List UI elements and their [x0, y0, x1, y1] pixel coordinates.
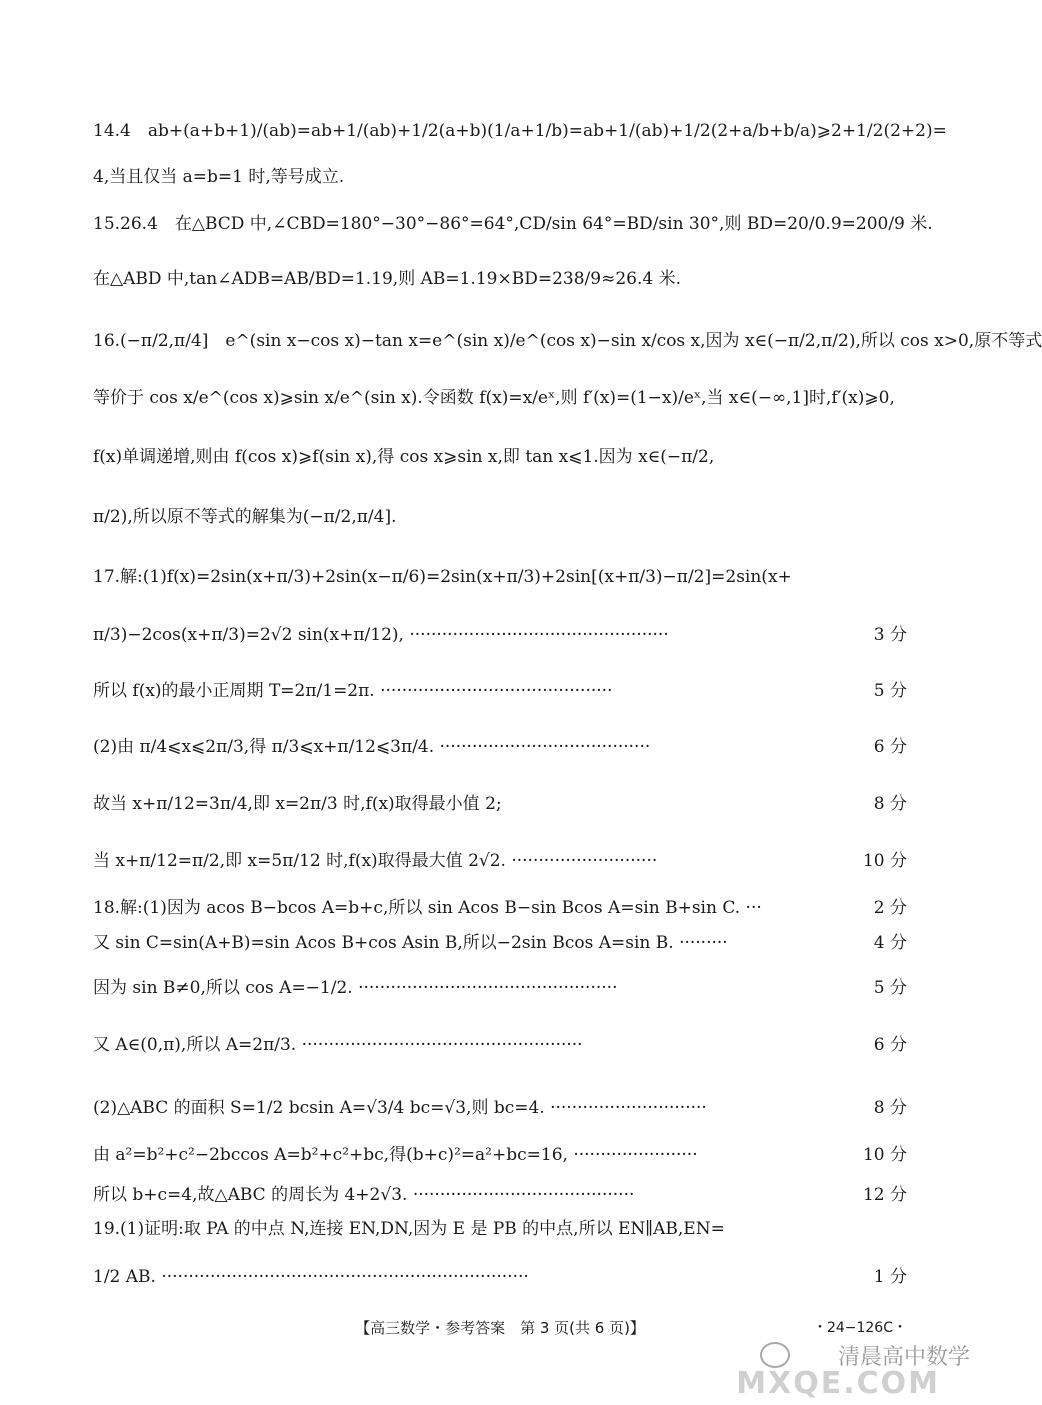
score-17-2: 5 分: [868, 680, 907, 702]
answer-14-line-2: 4,当且仅当 a=b=1 时,等号成立.: [93, 167, 345, 187]
answer-15-line-2: 在△ABD 中,tan∠ADB=AB/BD=1.19,则 AB=1.19×BD=238/9≈26.4 米.: [93, 269, 681, 289]
answer-17-line-2: π/3)−2cos(x+π/3)=2√2 sin(x+π/12), ················································: [93, 625, 669, 645]
answer-18-line-2: 又 sin C=sin(A+B)=sin Acos B+cos Asin B,所以−2sin Bcos A=sin B. ·········: [93, 933, 728, 953]
answer-16-line-4: π/2),所以原不等式的解集为(−π/2,π/4].: [93, 507, 397, 527]
wechat-icon: [760, 1342, 790, 1368]
answer-18-line-3: 因为 sin B≠0,所以 cos A=−1/2. ················································: [93, 978, 618, 998]
answer-17-line-1: 17.解:(1)f(x)=2sin(x+π/3)+2sin(x−π/6)=2sin(x+π/3)+2sin[(x+π/3)−π/2]=2sin(x+: [93, 567, 792, 587]
score-17-3: 6 分: [868, 736, 907, 758]
score-18-4: 6 分: [868, 1034, 907, 1056]
answer-15-line-1: 15.26.4 在△BCD 中,∠CBD=180°−30°−86°=64°,CD/sin 64°=BD/sin 30°,则 BD=20/0.9=200/9 米.: [93, 214, 933, 234]
answer-16-line-3: f(x)单调递增,则由 f(cos x)⩾f(sin x),得 cos x⩾sin x,即 tan x⩽1.因为 x∈(−π/2,: [93, 447, 715, 467]
answer-18-line-6: 由 a²=b²+c²−2bccos A=b²+c²+bc,得(b+c)²=a²+bc=16, ·······················: [93, 1145, 698, 1165]
page-footer-title: 【高三数学・参考答案 第 3 页(共 6 页)】: [355, 1319, 645, 1337]
score-18-3: 5 分: [868, 977, 907, 999]
answer-16-line-2: 等价于 cos x/e^(cos x)⩾sin x/e^(sin x).令函数 f(x)=x/eˣ,则 f′(x)=(1−x)/eˣ,当 x∈(−∞,1]时,f′(x)⩾0,: [93, 388, 895, 408]
score-17-1: 3 分: [868, 624, 907, 646]
score-18-2: 4 分: [868, 932, 907, 954]
answer-17-line-3: 所以 f(x)的最小正周期 T=2π/1=2π. ···········································: [93, 681, 613, 701]
score-17-4: 8 分: [868, 793, 907, 815]
page-footer-code: ・24−126C・: [812, 1320, 907, 1336]
score-18-1: 2 分: [868, 897, 907, 919]
answer-18-line-7: 所以 b+c=4,故△ABC 的周长为 4+2√3. ·········································: [93, 1185, 635, 1205]
score-19-1: 1 分: [868, 1266, 907, 1288]
answer-17-line-4: (2)由 π/4⩽x⩽2π/3,得 π/3⩽x+π/12⩽3π/4. ·······································: [93, 737, 651, 757]
answer-18-line-4: 又 A∈(0,π),所以 A=2π/3. ····················································: [93, 1035, 583, 1055]
score-18-7: 12 分: [857, 1184, 907, 1206]
answer-16-line-1: 16.(−π/2,π/4] e^(sin x−cos x)−tan x=e^(sin x)/e^(cos x)−sin x/cos x,因为 x∈(−π/2,π/2),所以 cos x>0,原不等式: [93, 331, 1042, 351]
answer-17-line-5: 故当 x+π/12=3π/4,即 x=2π/3 时,f(x)取得最小值 2;: [93, 794, 502, 814]
answer-18-line-1: 18.解:(1)因为 acos B−bcos A=b+c,所以 sin Acos B−sin Bcos A=sin B+sin C. ···: [93, 898, 762, 918]
answer-18-line-5: (2)△ABC 的面积 S=1/2 bcsin A=√3/4 bc=√3,则 bc=4. ·····························: [93, 1098, 707, 1118]
score-17-5: 10 分: [857, 850, 907, 872]
watermark-logo: MXQE.COM: [736, 1366, 940, 1401]
answer-19-line-1: 19.(1)证明:取 PA 的中点 N,连接 EN,DN,因为 E 是 PB 的中点,所以 EN∥AB,EN=: [93, 1219, 725, 1239]
score-18-6: 10 分: [857, 1144, 907, 1166]
answer-17-line-6: 当 x+π/12=π/2,即 x=5π/12 时,f(x)取得最大值 2√2. ···························: [93, 851, 658, 871]
watermark-text: 清晨高中数学: [837, 1345, 970, 1370]
answer-14-line-1: 14.4 ab+(a+b+1)/(ab)=ab+1/(ab)+1/2(a+b)(1/a+1/b)=ab+1/(ab)+1/2(2+a/b+b/a)⩾2+1/2(2+2)=: [93, 121, 947, 141]
score-18-5: 8 分: [868, 1097, 907, 1119]
answer-19-line-2: 1/2 AB. ····································································: [93, 1267, 529, 1287]
